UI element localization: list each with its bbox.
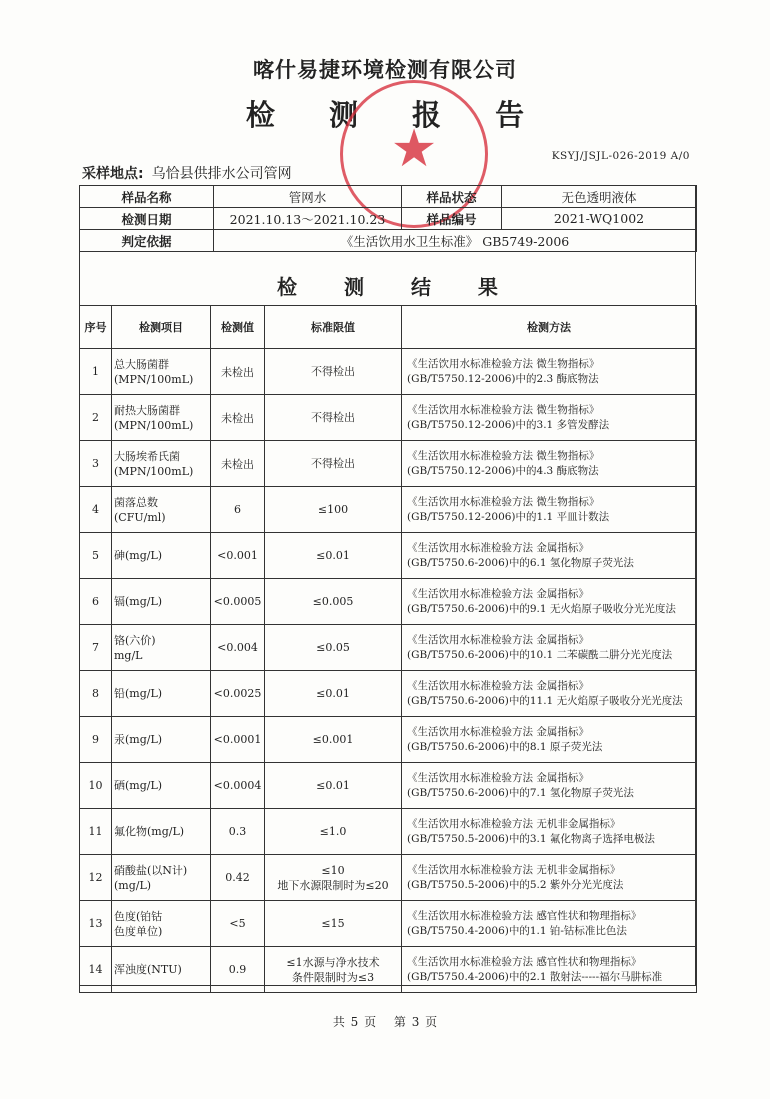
test-method-standard: 《生活饮用水标准检验方法 金属指标》	[407, 541, 589, 554]
test-item-name: 菌落总数	[114, 495, 158, 509]
test-value: 未检出	[211, 395, 265, 441]
test-method-clause: (GB/T5750.6-2006)中的7.1 氢化物原子荧光法	[407, 786, 634, 799]
test-method-standard: 《生活饮用水标准检验方法 无机非金属指标》	[407, 817, 621, 830]
test-method	[402, 763, 697, 809]
standard-limit	[265, 717, 402, 763]
row-number: 5	[80, 533, 112, 579]
test-method-clause: (GB/T5750.12-2006)中的3.1 多管发酵法	[407, 418, 610, 431]
table-row	[80, 487, 697, 533]
standard-limit	[265, 395, 402, 441]
basis: 《生活饮用水卫生标准》 GB5749-2006	[214, 230, 697, 252]
test-item	[112, 717, 211, 763]
document-number: KSYJ/JSJL-026-2019 A/0	[551, 150, 690, 162]
test-item-unit: (mg/L)	[114, 878, 152, 892]
table-row	[80, 947, 697, 993]
test-date-label: 检测日期	[80, 208, 214, 230]
test-value: 0.3	[211, 809, 265, 855]
test-method-clause: (GB/T5750.12-2006)中的1.1 平皿计数法	[407, 510, 610, 523]
test-method	[402, 947, 697, 993]
sample-no-label: 样品编号	[402, 208, 502, 230]
test-item-unit: (MPN/100mL)	[114, 464, 194, 478]
test-item-name: 总大肠菌群	[114, 357, 169, 371]
results-body	[80, 349, 697, 993]
test-item	[112, 763, 211, 809]
test-item-name: 硝酸盐(以N计)	[114, 863, 188, 877]
test-method	[402, 809, 697, 855]
sampling-site-value: 乌恰县供排水公司管网	[151, 166, 292, 182]
standard-limit-main: ≤0.01	[316, 549, 350, 562]
test-method-standard: 《生活饮用水标准检验方法 无机非金属指标》	[407, 863, 621, 876]
standard-limit-note: 地下水源限制时为≤20	[277, 878, 389, 892]
test-value: <5	[211, 901, 265, 947]
test-value: 6	[211, 487, 265, 533]
test-method-clause: (GB/T5750.6-2006)中的6.1 氢化物原子荧光法	[407, 556, 634, 569]
standard-limit	[265, 809, 402, 855]
test-method-standard: 《生活饮用水标准检验方法 金属指标》	[407, 725, 589, 738]
test-item-unit: 色度单位)	[114, 924, 163, 938]
test-item-name: 浑浊度(NTU)	[114, 963, 182, 976]
test-item-name: 耐热大肠菌群	[114, 403, 180, 417]
test-item	[112, 947, 211, 993]
table-row	[80, 579, 697, 625]
test-item	[112, 855, 211, 901]
report-title: 检 测 报 告	[245, 98, 547, 132]
test-item	[112, 579, 211, 625]
basis-label: 判定依据	[80, 230, 214, 252]
col-header-limit: 标准限值	[265, 306, 402, 349]
test-method-standard: 《生活饮用水标准检验方法 微生物指标》	[407, 495, 600, 508]
sample-info-row	[80, 186, 697, 208]
sample-state: 无色透明液体	[502, 186, 697, 208]
row-number: 1	[80, 349, 112, 395]
col-header-method: 检测方法	[402, 306, 697, 349]
test-method-clause: (GB/T5750.5-2006)中的3.1 氟化物离子选择电极法	[407, 832, 655, 845]
table-row	[80, 809, 697, 855]
row-number: 3	[80, 441, 112, 487]
test-method-clause: (GB/T5750.6-2006)中的9.1 无火焰原子吸收分光光度法	[407, 602, 676, 615]
results-header-row	[80, 306, 697, 349]
test-item	[112, 533, 211, 579]
row-number: 2	[80, 395, 112, 441]
row-number: 6	[80, 579, 112, 625]
test-method	[402, 395, 697, 441]
test-method	[402, 441, 697, 487]
row-number: 4	[80, 487, 112, 533]
standard-limit-note: 条件限制时为≤3	[291, 970, 375, 984]
test-value: 0.42	[211, 855, 265, 901]
test-method	[402, 533, 697, 579]
standard-limit-main: ≤100	[317, 503, 349, 516]
test-method-standard: 《生活饮用水标准检验方法 微生物指标》	[407, 403, 600, 416]
sample-name-label: 样品名称	[80, 186, 214, 208]
test-method-clause: (GB/T5750.4-2006)中的2.1 散射法-----福尔马肼标准	[407, 970, 663, 983]
current-page: 第 3 页	[393, 1015, 438, 1029]
standard-limit-main: ≤0.005	[312, 595, 354, 608]
test-item-name: 色度(铂钴	[114, 909, 163, 923]
sample-info-row	[80, 230, 697, 252]
page-footer	[0, 1013, 770, 1030]
test-item	[112, 395, 211, 441]
test-method	[402, 671, 697, 717]
total-pages: 共 5 页	[332, 1015, 377, 1029]
test-method-standard: 《生活饮用水标准检验方法 金属指标》	[407, 587, 589, 600]
test-method-clause: (GB/T5750.6-2006)中的8.1 原子荧光法	[407, 740, 603, 753]
test-method-standard: 《生活饮用水标准检验方法 感官性状和物理指标》	[407, 909, 642, 922]
row-number: 12	[80, 855, 112, 901]
standard-limit-main: 不得检出	[311, 365, 355, 378]
standard-limit	[265, 533, 402, 579]
standard-limit-main: ≤0.05	[316, 641, 350, 654]
test-method	[402, 487, 697, 533]
results-table	[79, 305, 697, 993]
standard-limit-main: 不得检出	[311, 457, 355, 470]
table-row	[80, 441, 697, 487]
standard-limit	[265, 625, 402, 671]
test-value: <0.0004	[211, 763, 265, 809]
table-row	[80, 763, 697, 809]
test-item	[112, 809, 211, 855]
standard-limit	[265, 487, 402, 533]
test-item-name: 铬(六价)	[114, 633, 156, 647]
test-value: <0.0005	[211, 579, 265, 625]
col-header-item: 检测项目	[112, 306, 211, 349]
test-item	[112, 625, 211, 671]
test-method-standard: 《生活饮用水标准检验方法 微生物指标》	[407, 449, 600, 462]
standard-limit-main: ≤1.0	[319, 825, 347, 838]
test-item-name: 氟化物(mg/L)	[114, 825, 185, 838]
standard-limit-main: ≤10	[321, 863, 345, 877]
table-row	[80, 533, 697, 579]
test-item-unit: (MPN/100mL)	[114, 418, 194, 432]
standard-limit	[265, 901, 402, 947]
test-item-name: 铅(mg/L)	[114, 687, 163, 700]
standard-limit-main: 不得检出	[311, 411, 355, 424]
standard-limit-main: ≤0.001	[312, 733, 354, 746]
standard-limit	[265, 855, 402, 901]
test-item	[112, 671, 211, 717]
test-method-standard: 《生活饮用水标准检验方法 金属指标》	[407, 679, 589, 692]
test-method	[402, 625, 697, 671]
test-value: <0.0025	[211, 671, 265, 717]
results-title: 检 测 结 果	[277, 275, 518, 299]
sampling-site	[82, 163, 292, 183]
table-row	[80, 349, 697, 395]
standard-limit	[265, 947, 402, 993]
table-row	[80, 901, 697, 947]
test-item-unit: (CFU/ml)	[114, 510, 166, 524]
test-item-name: 大肠埃希氏菌	[114, 449, 180, 463]
col-header-value: 检测值	[211, 306, 265, 349]
sampling-site-label: 采样地点:	[82, 166, 144, 182]
standard-limit	[265, 349, 402, 395]
test-value: <0.001	[211, 533, 265, 579]
test-method-clause: (GB/T5750.4-2006)中的1.1 铂-钴标准比色法	[407, 924, 627, 937]
standard-limit	[265, 579, 402, 625]
standard-limit	[265, 441, 402, 487]
table-row	[80, 625, 697, 671]
test-method-standard: 《生活饮用水标准检验方法 金属指标》	[407, 633, 589, 646]
test-item	[112, 441, 211, 487]
test-method-clause: (GB/T5750.12-2006)中的4.3 酶底物法	[407, 464, 599, 477]
test-method-clause: (GB/T5750.5-2006)中的5.2 紫外分光光度法	[407, 878, 624, 891]
test-method	[402, 855, 697, 901]
test-method	[402, 579, 697, 625]
table-row	[80, 395, 697, 441]
test-item	[112, 349, 211, 395]
test-value: 未检出	[211, 349, 265, 395]
test-method-standard: 《生活饮用水标准检验方法 金属指标》	[407, 771, 589, 784]
test-method	[402, 349, 697, 395]
test-method-standard: 《生活饮用水标准检验方法 感官性状和物理指标》	[407, 955, 642, 968]
table-row	[80, 671, 697, 717]
row-number: 13	[80, 901, 112, 947]
sample-info-row	[80, 208, 697, 230]
standard-limit	[265, 671, 402, 717]
standard-limit	[265, 763, 402, 809]
test-value: 0.9	[211, 947, 265, 993]
company-name: 喀什易捷环境检测有限公司	[253, 58, 517, 82]
row-number: 7	[80, 625, 112, 671]
test-method-clause: (GB/T5750.12-2006)中的2.3 酶底物法	[407, 372, 599, 385]
test-item-unit: (MPN/100mL)	[114, 372, 194, 386]
row-number: 9	[80, 717, 112, 763]
test-value: 未检出	[211, 441, 265, 487]
test-item-name: 砷(mg/L)	[114, 549, 163, 562]
seal-star-icon: ★	[390, 119, 438, 179]
col-header-no: 序号	[80, 306, 112, 349]
test-method-clause: (GB/T5750.6-2006)中的10.1 二苯碳酰二肼分光光度法	[407, 648, 673, 661]
row-number: 8	[80, 671, 112, 717]
test-item	[112, 487, 211, 533]
standard-limit-main: ≤0.01	[316, 779, 350, 792]
test-value: <0.004	[211, 625, 265, 671]
test-method-standard: 《生活饮用水标准检验方法 微生物指标》	[407, 357, 600, 370]
test-value: <0.0001	[211, 717, 265, 763]
test-date: 2021.10.13～2021.10.23	[214, 208, 402, 230]
standard-limit-main: ≤15	[321, 917, 345, 930]
row-number: 11	[80, 809, 112, 855]
test-method	[402, 901, 697, 947]
sample-name: 管网水	[214, 186, 402, 208]
standard-limit-main: ≤0.01	[316, 687, 350, 700]
test-method	[402, 717, 697, 763]
table-row	[80, 717, 697, 763]
row-number: 14	[80, 947, 112, 993]
test-item	[112, 901, 211, 947]
sample-state-label: 样品状态	[402, 186, 502, 208]
test-item-name: 镉(mg/L)	[114, 595, 163, 608]
test-item-name: 汞(mg/L)	[114, 733, 163, 746]
standard-limit-main: ≤1水源与净水技术	[286, 955, 380, 969]
test-item-unit: mg/L	[114, 648, 143, 662]
test-method-clause: (GB/T5750.6-2006)中的11.1 无火焰原子吸收分光光度法	[407, 694, 683, 707]
sample-no: 2021-WQ1002	[502, 208, 697, 230]
sample-info-table	[79, 185, 697, 252]
row-number: 10	[80, 763, 112, 809]
test-item-name: 硒(mg/L)	[114, 779, 163, 792]
table-row	[80, 855, 697, 901]
